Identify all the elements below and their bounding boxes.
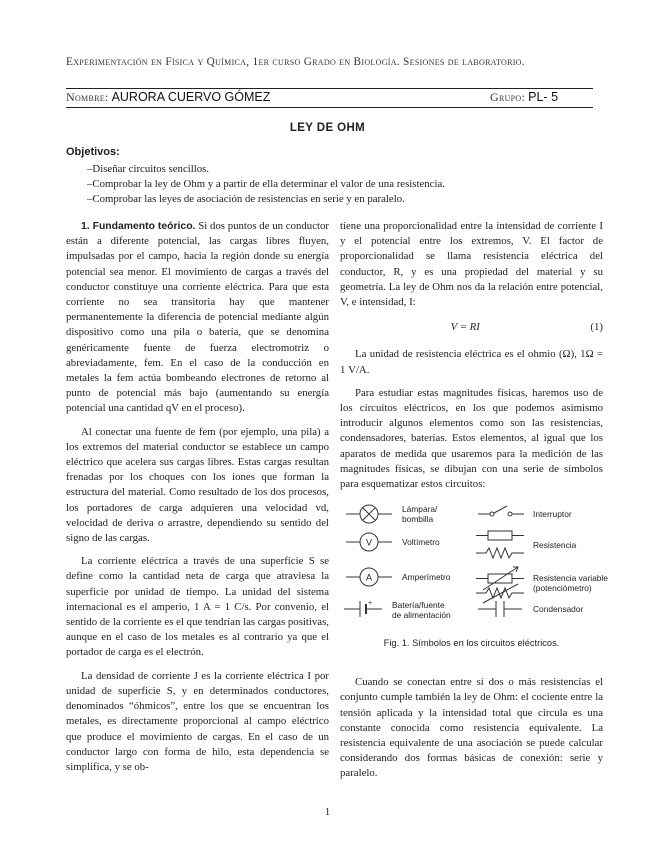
potentiometer-icon [476,584,524,603]
name-row [66,90,593,106]
paragraph: La densidad de corriente J es la corriente eléctrica I por unidad de superficie S, y en determinados conductores, denominados “óhmicos”, entre los que se encuentran los metales, es directamente proporcional al campo eléctrico que produce el movimiento de cargas. En el caso de un conductor largo con forma de hilo, esta dependencia se simplifica, y se ob- [66,669,329,773]
objective-item: –Diseñar circuitos sencillos. [87,163,210,175]
switch-icon [478,506,524,516]
battery-icon [344,601,382,617]
objectives-heading: Objetivos: [66,146,120,158]
capacitor-label: Condensador [533,604,584,615]
resistor-icon [476,548,524,558]
equation-number: (1) [590,321,603,334]
paragraph: tiene una proporcionalidad entre la intensidad de corriente I y el potencial entre los extremos, V. El factor de proporcionalidad se llama resistencia eléctrica del conductor, R, y es una propiedad del material y su geometría. La ley de Ohm nos da la relación entre potencial, V, e intensidad, I: [340,220,603,309]
group-block [490,90,558,105]
left-column [66,219,329,783]
battery-plus-sign: + [368,600,373,608]
objective-item: –Comprobar la ley de Ohm y a partir de ella determinar el valor de una resistencia. [87,178,445,190]
ammeter-label: Amperímetro [402,572,451,583]
lamp-label: Lámpara/ bombilla [402,504,438,525]
paragraph: Al conectar una fuente de fem (por ejemplo, una pila) a los extremos del material conductor se establece un campo eléctrico que acelera sus cargas libres. Estas cargas resultan frenadas por los choques con los iones que forman la estructura del material. Como resultado de los dos procesos, los portadores de carga adquieren una velocidad vd, velocidad de deriva o arrastre, dependiendo su sentido del signo de las cargas. [66,425,329,545]
variable-resistor-label: Resistencia variable (potenciómetro) [533,573,608,594]
objective-item: –Comprobar las leyes de asociación de resistencias en serie y en paralelo. [87,193,405,205]
name-label: Nombre: [66,90,109,104]
resistor-label: Resistencia [533,540,577,551]
voltmeter-label: Voltímetro [402,537,440,548]
voltmeter-symbol-letter: V [365,537,373,548]
header-rule-top [66,88,593,89]
page-number: 1 [324,806,331,818]
name-value: AURORA CUERVO GÓMEZ [111,90,271,104]
paragraph: La unidad de resistencia eléctrica es el ohmio (Ω), 1Ω = 1 V/A. [340,348,603,376]
rectangle-resistor-icon [476,531,524,540]
switch-label: Interruptor [533,509,572,520]
ohm-equation: V = RI [450,321,480,334]
right-column [340,219,608,790]
header-rule-bottom [66,107,593,108]
paragraph: Para estudiar estas magnitudes físicas, haremos uso de los circuitos eléctricos, en los que podemos asimismo introducir algunos elementos como son las resistencias, condensadores, baterías. Estos elementos, al igual que los aparatos de medida que usaremos para la medición de las magnitudes físicas, se dibujan con una serie de símbolos para esquematizar estos circuitos: [340,386,603,491]
ammeter-symbol-letter: A [365,572,373,583]
circuit-symbols-figure [340,500,608,675]
group-value: PL- 5 [528,90,559,104]
course-header: Experimentación en Física y Química, 1er curso Grado en Biología. Sesiones de laboratorio. [66,56,525,68]
section-heading: 1. Fundamento teórico. [81,221,196,232]
paragraph: Cuando se conectan entre sí dos o más resistencias el conjunto cumple también la ley de Ohm: el cociente entre la tensión aplicada y la intensidad total que circula es una constante conocida como resistencia equivalente. La resistencia equivalente de una asociación se puede calcular considerando dos formas básicas de conexión: serie y paralelo. [340,676,603,780]
lamp-icon [346,505,392,523]
capacitor-icon [478,601,522,617]
battery-label: Batería/fuente de alimentación [392,600,451,621]
variable-resistor-icon [476,567,524,590]
paragraph: Si dos puntos de un conductor están a diferente potencial, las cargas libres fluyen, impulsadas por el campo, hacia la región donde su energía potencial sea menor. El movimiento de cargas a través del conductor constituye una corriente eléctrica. Para que esta corriente no sea transitoria hay que mantener permanentemente la diferencia de potencial mediante algún dispositivo como una pila o batería, que se denomina genéricamente fuente de fuerza electromotriz o abreviadamente, fem. En el caso de la conducción en metales la fem actúa bombeando electrones de retorno al punto de potencial más bajo (aumentando su energía potencial una cantidad qV en el proceso). [66,220,329,415]
page-title: LEY DE OHM [289,122,366,134]
equation-row [340,320,603,335]
figure-caption: Fig. 1. Símbolos en los circuitos eléctricos. [383,638,560,649]
group-label: Grupo: [490,90,526,104]
paragraph: La corriente eléctrica a través de una superficie S se define como la cantidad neta de carga que atraviesa la superficie por unidad de tiempo. La unidad del sistema internacional es el amperio, 1 A = 1 C/s. Por convenio, el sentido de la corriente es el que tendrían las cargas positivas, aunque en el caso de los metales es al contrario ya que el portador de carga es el electrón. [66,555,329,659]
